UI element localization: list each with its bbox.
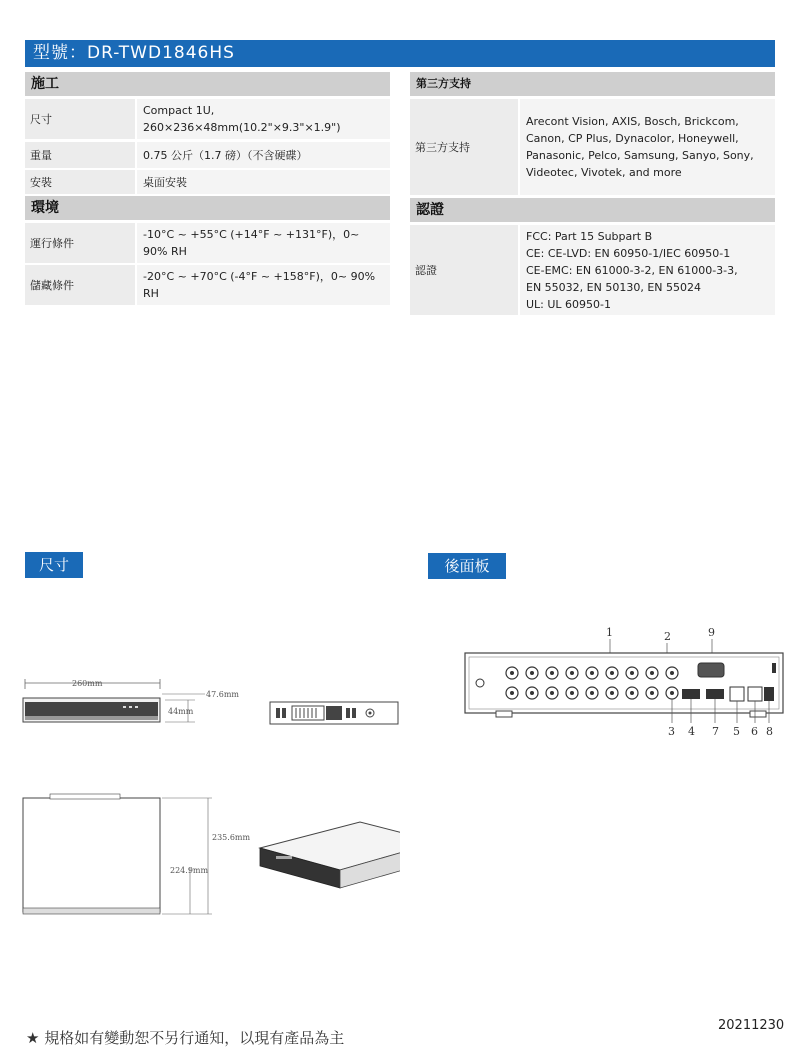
construction-heading: 施工 bbox=[25, 72, 390, 96]
width-dimension: 260mm bbox=[72, 679, 103, 688]
third-party-label: 第三方支持 bbox=[410, 99, 518, 195]
callout-1: 1 bbox=[606, 626, 613, 639]
size-value: Compact 1U, 260×236×48mm(10.2"×9.3"×1.9") bbox=[137, 99, 390, 139]
top-depth-dimension: 47.6mm bbox=[206, 690, 239, 699]
dimensions-tag: 尺寸 bbox=[25, 552, 83, 578]
environment-heading: 環境 bbox=[25, 196, 390, 220]
certification-heading: 認證 bbox=[410, 198, 775, 222]
installation-value: 桌面安裝 bbox=[137, 170, 390, 194]
callout-5: 5 bbox=[733, 725, 740, 738]
third-party-value: Arecont Vision, AXIS, Bosch, Brickcom, Canon, CP Plus, Dynacolor, Honeywell, Panasonic, Pelco, Samsung, Sanyo, Sony, Videotec, Vivotek, and more bbox=[520, 99, 775, 195]
storage-condition-value: -20°C ~ +70°C (-4°F ~ +158°F)，0~ 90% RH bbox=[137, 265, 390, 305]
installation-label: 安裝 bbox=[25, 170, 135, 194]
callout-8: 8 bbox=[766, 725, 773, 738]
document-date: 20211230 bbox=[718, 1018, 785, 1033]
size-label: 尺寸 bbox=[25, 99, 135, 139]
operating-condition-value: -10°C ~ +55°C (+14°F ~ +131°F)，0~ 90% RH bbox=[137, 223, 390, 263]
weight-value: 0.75 公斤（1.7 磅）（不含硬碟） bbox=[137, 142, 390, 168]
callout-7: 7 bbox=[712, 725, 719, 738]
storage-condition-label: 儲藏條件 bbox=[25, 265, 135, 305]
footer-note: ★ 規格如有變動恕不另行通知，以現有產品為主 bbox=[26, 1029, 345, 1047]
third-party-heading: 第三方支持 bbox=[410, 72, 775, 96]
callout-3: 3 bbox=[668, 725, 675, 738]
callout-2: 2 bbox=[664, 630, 671, 643]
certification-label: 認證 bbox=[410, 225, 518, 315]
height-dimension: 44mm bbox=[168, 707, 194, 716]
rear-panel-drawing bbox=[460, 625, 790, 740]
callout-6: 6 bbox=[751, 725, 758, 738]
certification-value: FCC: Part 15 Subpart B CE: CE-LVD: EN 60950-1/IEC 60950-1 CE-EMC: EN 61000-3-2, EN 61000-3-3, EN 55032, EN 50130, EN 55024 UL: UL 60950-1 bbox=[520, 225, 775, 315]
callout-9: 9 bbox=[708, 626, 715, 639]
depth-dimension-1: 235.6mm bbox=[212, 833, 251, 842]
model-title: 型號：DR-TWD1846HS bbox=[25, 40, 775, 67]
weight-label: 重量 bbox=[25, 142, 135, 168]
callout-4: 4 bbox=[688, 725, 695, 738]
operating-condition-label: 運行條件 bbox=[25, 223, 135, 263]
dimension-drawing bbox=[20, 670, 400, 930]
rear-panel-tag: 後面板 bbox=[428, 553, 506, 579]
depth-dimension-2: 224.9mm bbox=[170, 866, 209, 875]
